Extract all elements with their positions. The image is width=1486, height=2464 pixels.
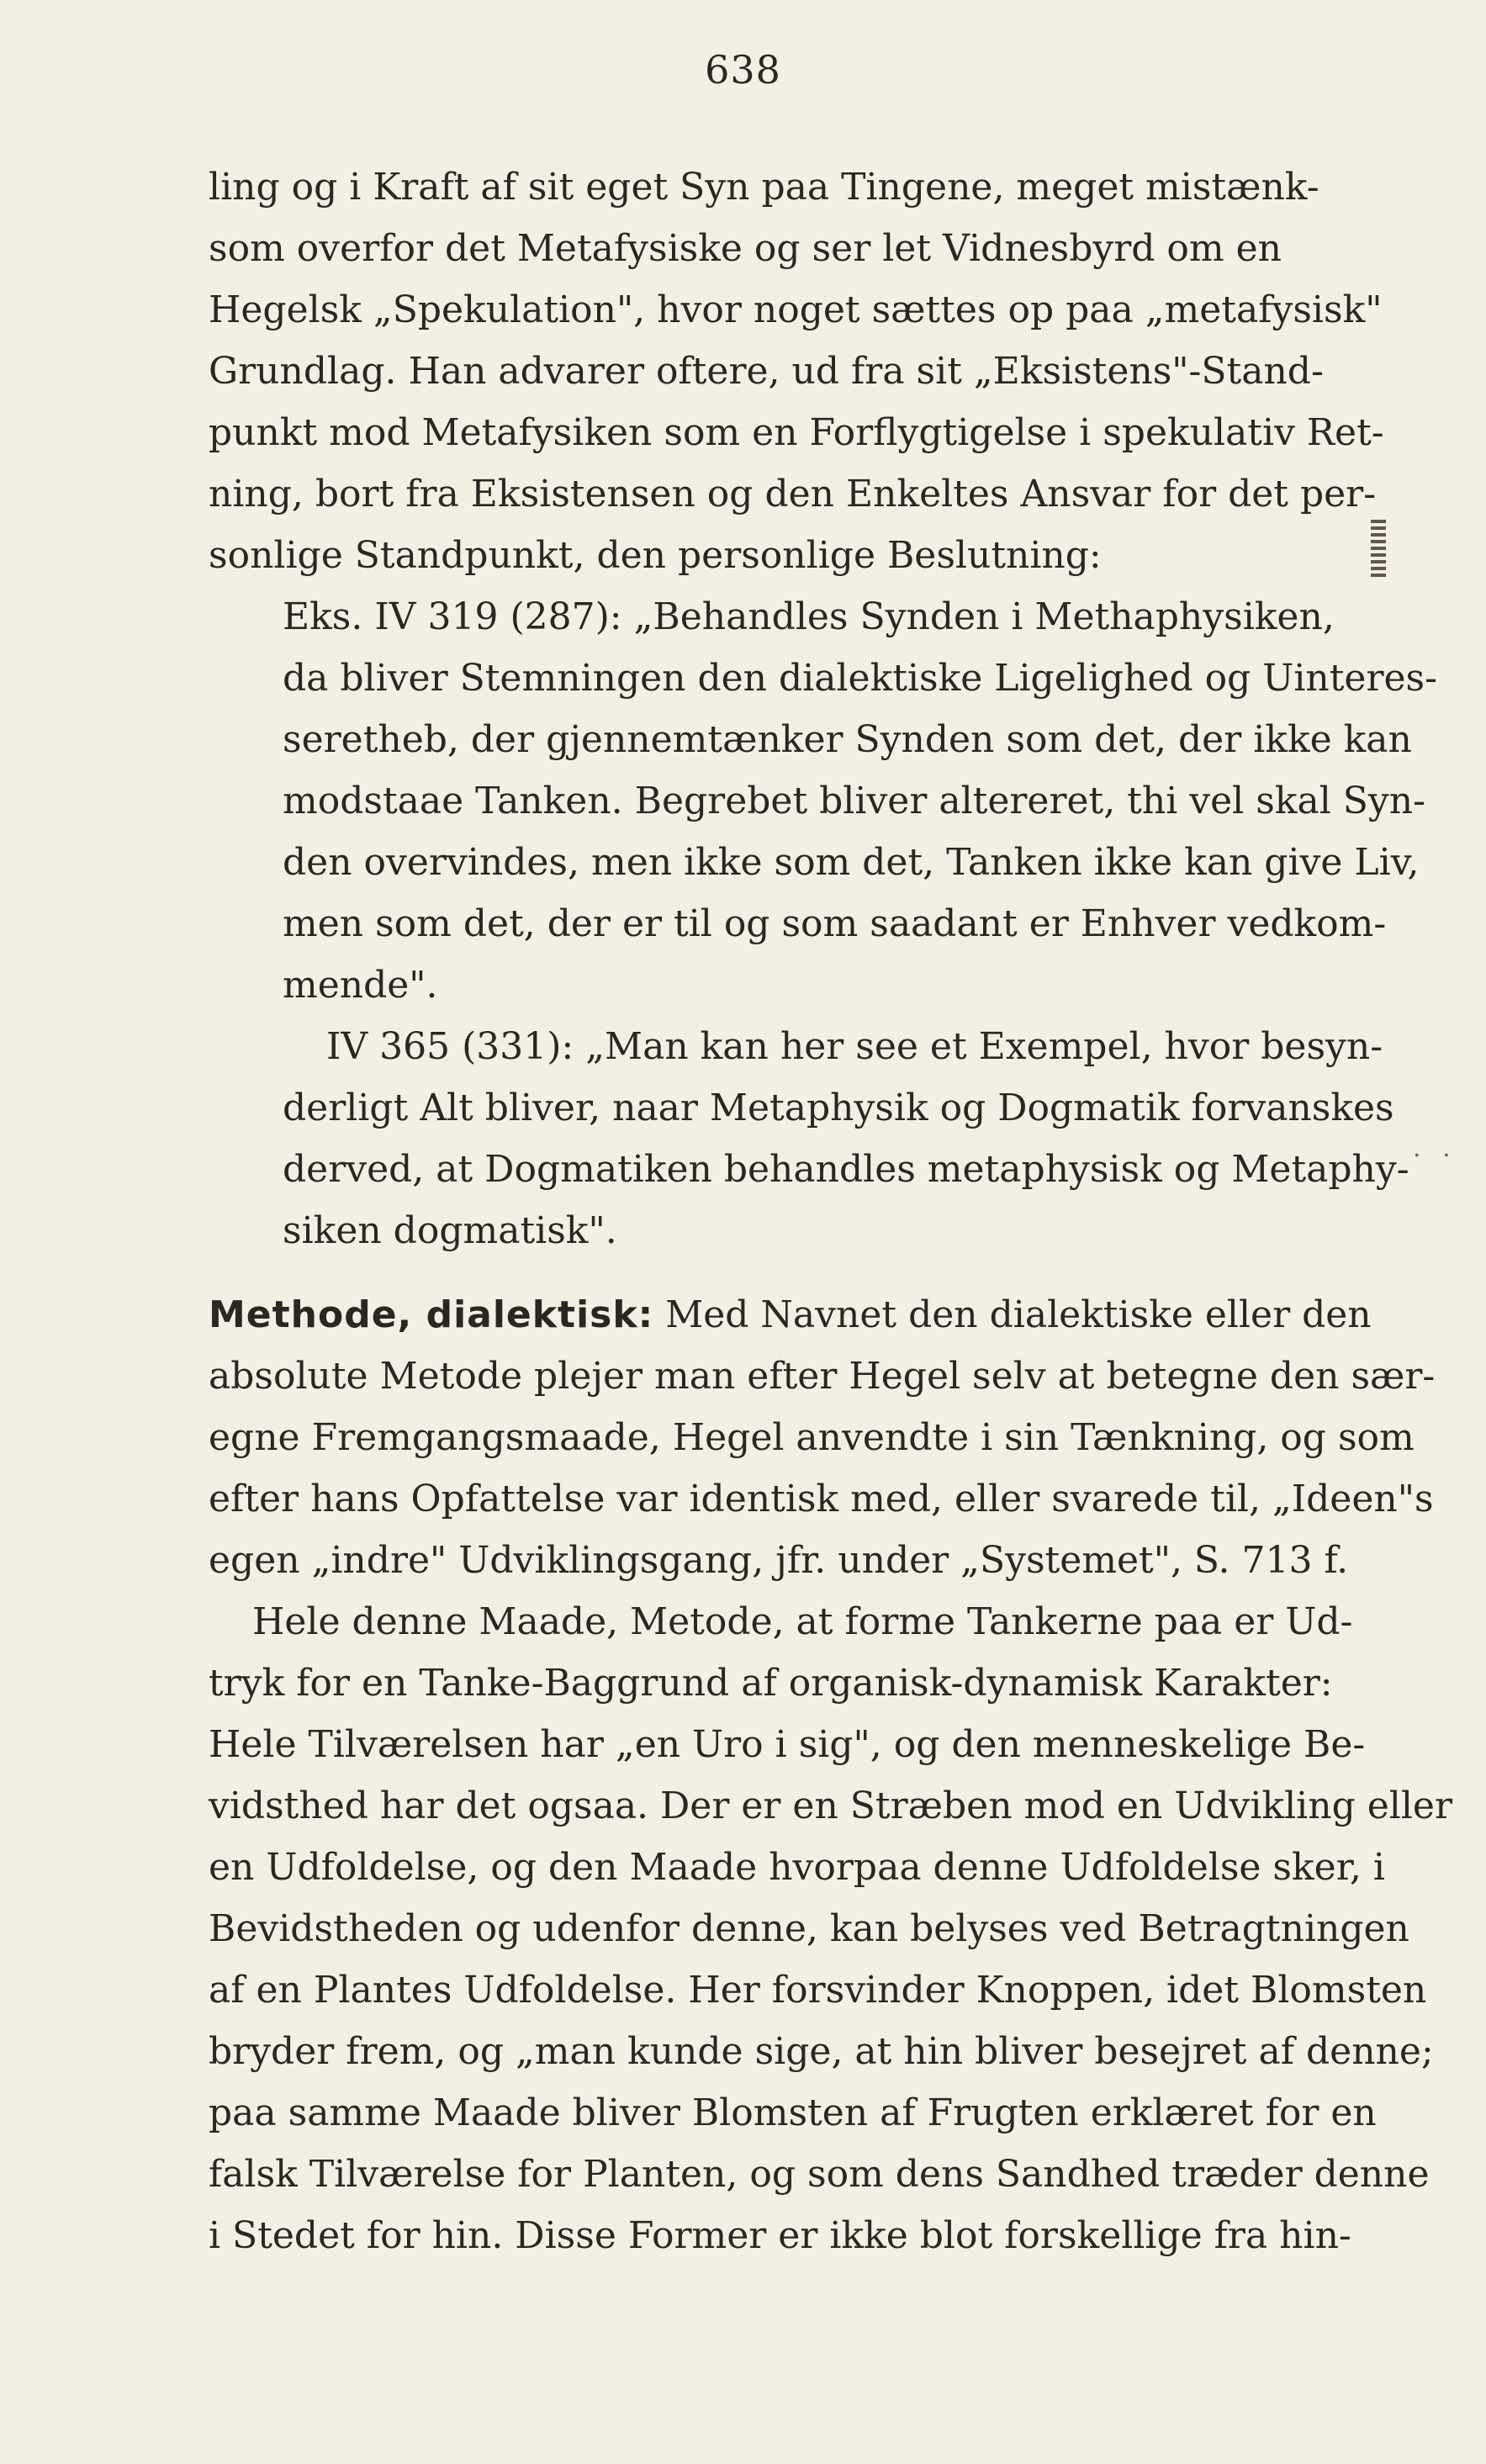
text-line: paa samme Maade bliver Blomsten af Frugten erklæret for en xyxy=(209,2091,1377,2134)
quote-line: derved, at Dogmatiken behandles metaphysisk og Metaphy- xyxy=(283,1148,1409,1191)
quote-line: seretheb, der gjennemtænker Synden som det, der ikke kan xyxy=(283,718,1412,761)
text-line: egne Fremgangsmaade, Hegel anvendte i sin Tænkning, og som xyxy=(209,1416,1415,1459)
section-heading: Methode, dialektisk: xyxy=(209,1293,654,1336)
margin-dots: . . xyxy=(1413,1134,1457,1163)
text-line: sonlige Standpunkt, den personlige Beslutning: xyxy=(209,534,1102,577)
quote-line: den overvindes, men ikke som det, Tanken ikke kan give Liv, xyxy=(283,841,1420,884)
quote-line: Eks. IV 319 (287): „Behandles Synden i Methaphysiken, xyxy=(283,595,1335,638)
section-methode xyxy=(209,1284,1452,2266)
text-line: Hegelsk „Spekulation", hvor noget sættes op paa „metafysisk" xyxy=(209,288,1383,331)
quote-line: mende". xyxy=(283,964,438,1007)
text-line: af en Plantes Udfoldelse. Her forsvinder Knoppen, idet Blomsten xyxy=(209,1969,1427,2012)
page-number: 638 xyxy=(705,47,781,93)
text-line: ning, bort fra Eksistensen og den Enkeltes Ansvar for det per- xyxy=(209,473,1377,516)
text-line: absolute Metode plejer man efter Hegel selv at betegne den sær- xyxy=(209,1355,1436,1398)
text-line: efter hans Opfattelse var identisk med, eller svarede til, „Ideen"s xyxy=(209,1478,1434,1520)
text-line: punkt mod Metafysiken som en Forflygtigelse i spekulativ Ret- xyxy=(209,411,1384,454)
text-line: Bevidstheden og udenfor denne, kan belyses ved Betragtningen xyxy=(209,1907,1409,1950)
quote-line: men som det, der er til og som saadant er Enhver vedkom- xyxy=(283,902,1387,945)
section-first-line xyxy=(209,1284,1372,1346)
quote-line: da bliver Stemningen den dialektiske Ligelighed og Uinteres- xyxy=(283,657,1437,700)
text-line: bryder frem, og „man kunde sige, at hin bliver besejret af denne; xyxy=(209,2030,1434,2073)
quote-line: derligt Alt bliver, naar Metaphysik og Dogmatik forvanskes xyxy=(283,1087,1394,1129)
text-line: egen „indre" Udviklingsgang, jfr. under „Systemet", S. 713 f. xyxy=(209,1539,1349,1582)
text-line: tryk for en Tanke-Baggrund af organisk-dynamisk Karakter: xyxy=(209,1662,1333,1705)
quote-line: siken dogmatisk". xyxy=(283,1209,617,1252)
text-line: falsk Tilværelse for Planten, og som dens Sandhed træder denne xyxy=(209,2153,1430,2196)
text-line: Hele Tilværelsen har „en Uro i sig", og den menneskelige Be- xyxy=(209,1723,1366,1766)
text-line: ling og i Kraft af sit eget Syn paa Tingene, meget mistænk- xyxy=(209,166,1319,209)
text-line: en Udfoldelse, og den Maade hvorpaa denne Udfoldelse sker, i xyxy=(209,1846,1385,1889)
quote-block xyxy=(209,586,1437,1261)
text-line: Med Navnet den dialektiske eller den xyxy=(653,1293,1372,1336)
text-line: som overfor det Metafysiske og ser let Vidnesbyrd om en xyxy=(209,227,1282,270)
text-line: Grundlag. Han advarer oftere, ud fra sit „Eksistens"-Stand- xyxy=(209,350,1324,393)
margin-mark xyxy=(1371,520,1386,579)
top-paragraph xyxy=(209,156,1384,586)
text-line: i Stedet for hin. Disse Former er ikke blot forskellige fra hin- xyxy=(209,2214,1351,2257)
quote-line: modstaae Tanken. Begrebet bliver altereret, thi vel skal Syn- xyxy=(283,780,1425,822)
text-line: Hele denne Maade, Metode, at forme Tankerne paa er Ud- xyxy=(252,1600,1353,1643)
quote-line: IV 365 (331): „Man kan her see et Exempel, hvor besyn- xyxy=(326,1025,1383,1068)
text-line: vidsthed har det ogsaa. Der er en Stræben mod en Udvikling eller xyxy=(209,1785,1452,1827)
